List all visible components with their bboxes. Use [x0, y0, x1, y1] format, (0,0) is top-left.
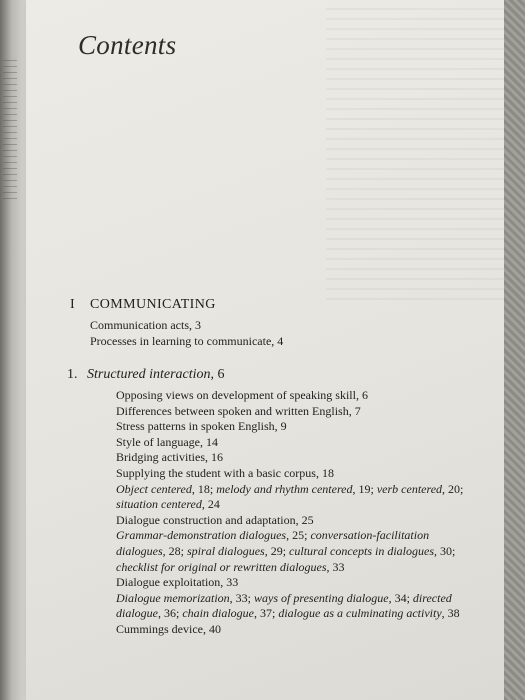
toc-entry: Style of language, 14: [116, 434, 218, 449]
subentry-title: Dialogue memorization: [116, 590, 230, 605]
subentry-page: , 25;: [286, 528, 311, 543]
subentry-title: melody and rhythm centered: [216, 481, 353, 496]
subentry-title: conversation-facilitation: [310, 528, 430, 543]
toc-entry: Supplying the student with a basic corpus, 18: [116, 465, 334, 480]
subentry-page: , 20;: [442, 481, 464, 496]
toc-subentry: [116, 606, 496, 622]
subentry-page: , 34;: [388, 590, 413, 605]
subentry-title: situation centered: [116, 497, 202, 512]
part-title: COMMUNICATING: [90, 297, 216, 312]
chapter-page: , 6: [210, 367, 225, 382]
subentry-page: , 19;: [352, 481, 377, 496]
toc-entry: Dialogue construction and adaptation, 25: [116, 512, 314, 527]
toc-subentry: [116, 497, 496, 513]
toc-subentry: [116, 591, 496, 607]
part-number: I: [70, 297, 75, 312]
spine-edge-lines: [3, 60, 17, 200]
subentry-page: , 18;: [191, 481, 217, 496]
chapter-heading: [67, 367, 225, 383]
subentry-page: , 33: [326, 559, 345, 574]
subentry-title: ways of presenting dialogue: [254, 590, 389, 605]
toc-entry: Stress patterns in spoken English, 9: [116, 419, 287, 434]
fabric-backdrop: [504, 0, 525, 700]
chapter-number: 1.: [67, 367, 78, 382]
subentry-page: , 28;: [162, 543, 188, 558]
subentry-title: Grammar-demonstration dialogues: [116, 528, 287, 543]
chapter-title: Structured interaction: [87, 367, 211, 382]
toc-subentry: [116, 482, 496, 498]
subentry-page: , 29;: [264, 543, 290, 558]
toc-subentry: [116, 560, 496, 576]
subentry-title: verb centered: [376, 481, 443, 496]
book-spine: [0, 0, 26, 700]
show-through-text: [326, 0, 516, 300]
subentry-page: , 38: [441, 606, 460, 621]
book-page: [26, 0, 504, 700]
subentry-page: , 36;: [158, 606, 183, 621]
subentry-page: , 30;: [434, 543, 456, 558]
toc-entry: Differences between spoken and written English, 7: [116, 403, 361, 418]
subentry-title: cultural concepts in dialogues: [289, 543, 435, 558]
subentry-page: , 37;: [254, 606, 279, 621]
subentry-title: dialogue as a culminating activity: [278, 606, 442, 621]
part-items: [90, 317, 283, 349]
part-heading: [70, 297, 216, 313]
page-title: Contents: [78, 30, 177, 60]
subentry-page: , 24: [201, 497, 220, 512]
subentry-title: Object centered: [116, 481, 192, 496]
subentry-title: dialogues: [116, 543, 163, 558]
toc-entry: Bridging activities, 16: [116, 450, 223, 465]
toc-entry: Opposing views on development of speaking skill, 6: [116, 388, 368, 402]
part-item: Processes in learning to communicate, 4: [90, 334, 284, 348]
toc-entry: Cummings device, 40: [116, 621, 221, 636]
subentry-page: , 33;: [229, 590, 255, 605]
toc-subentry: [116, 528, 496, 544]
toc-subentry: [116, 544, 496, 560]
chapter-sections: [116, 388, 496, 638]
part-item: Communication acts, 3: [90, 318, 201, 332]
subentry-title: dialogue: [116, 606, 158, 621]
subentry-title: directed: [412, 590, 452, 605]
subentry-title: checklist for original or rewritten dialogues: [116, 559, 327, 574]
toc-entry: Dialogue exploitation, 33: [116, 575, 239, 590]
subentry-title: chain dialogue: [182, 606, 254, 621]
subentry-title: spiral dialogues: [187, 543, 265, 558]
